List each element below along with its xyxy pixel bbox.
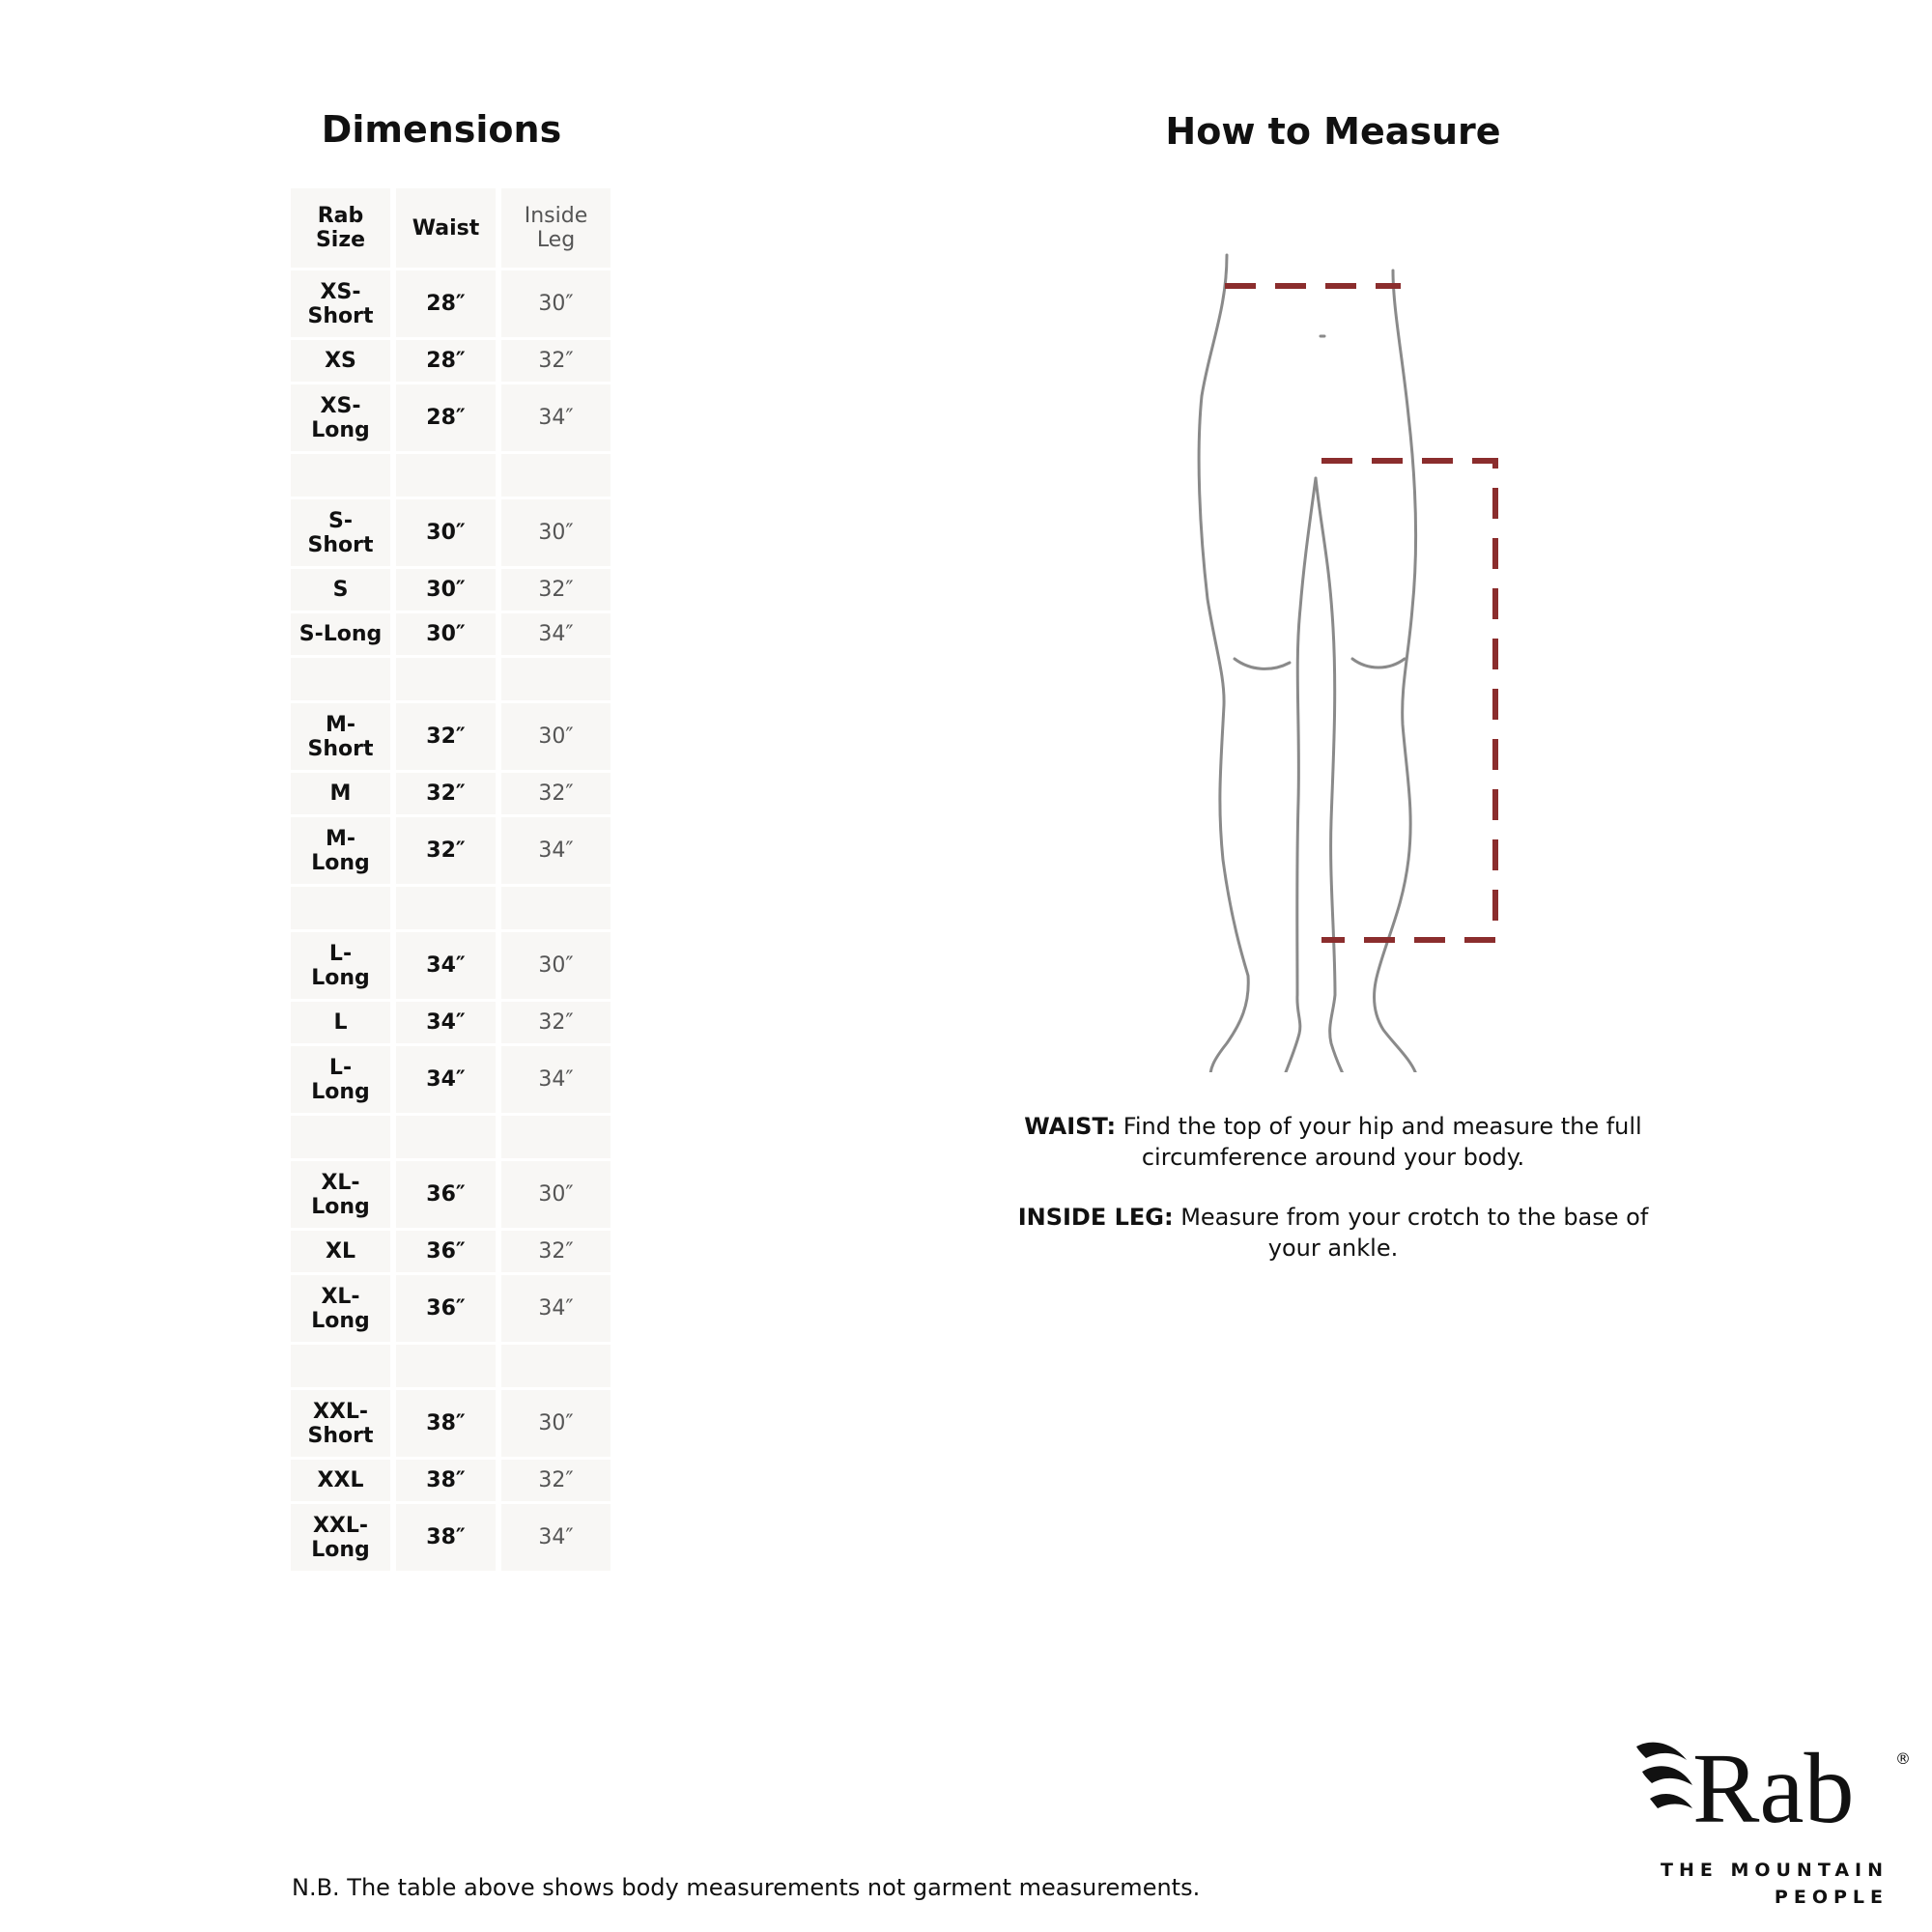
spacer-cell [396,1116,496,1158]
table-row [291,499,611,566]
spacer-cell [396,1345,496,1387]
waist-cell: 38″ [396,1504,496,1571]
dimensions-table [285,185,616,1574]
brand-tagline: THE MOUNTAIN PEOPLE [1660,1860,1889,1908]
table-row [291,932,611,999]
header-inside-leg: Inside Leg [501,188,611,268]
how-to-measure-title: How to Measure [1165,110,1501,153]
leg-cell: 32″ [501,1002,611,1043]
table-row [291,1390,611,1457]
table-spacer-row [291,887,611,929]
leg-cell: 30″ [501,703,611,770]
size-cell: XL- Long [291,1275,390,1342]
waist-cell: 28″ [396,340,496,382]
waist-cell: 30″ [396,569,496,611]
waist-cell: 36″ [396,1231,496,1272]
table-header-row [291,188,611,268]
spacer-cell [396,454,496,497]
table-row [291,613,611,655]
inside-leg-label: INSIDE LEG: [1017,1204,1174,1231]
leg-cell: 32″ [501,773,611,814]
spacer-cell [501,1116,611,1158]
rab-swoosh-icon [1636,1743,1692,1808]
table-row [291,773,611,814]
waist-cell: 34″ [396,1002,496,1043]
leg-cell: 34″ [501,1046,611,1113]
table-spacer-row [291,658,611,700]
registered-mark: ® [1895,1749,1911,1768]
size-cell: S [291,569,390,611]
spacer-cell [501,658,611,700]
size-cell: XXL- Short [291,1390,390,1457]
header-rab-size: Rab Size [291,188,390,268]
waist-text: Find the top of your hip and measure the full circumference around your body. [1116,1113,1642,1171]
waist-cell: 28″ [396,384,496,451]
right-inner-leg-outline [1316,478,1416,1072]
inside-leg-text: Measure from your crotch to the base of your ankle. [1173,1204,1649,1262]
spacer-cell [291,658,390,700]
size-cell: M- Long [291,817,390,884]
leg-cell: 34″ [501,384,611,451]
table-spacer-row [291,454,611,497]
left-knee-line [1235,659,1290,668]
leg-cell: 30″ [501,1390,611,1457]
table-row [291,1504,611,1571]
leg-cell: 30″ [501,499,611,566]
waist-cell: 34″ [396,1046,496,1113]
size-cell: S- Short [291,499,390,566]
waist-cell: 38″ [396,1390,496,1457]
leg-cell: 32″ [501,1460,611,1501]
waist-instruction [995,1111,1671,1173]
dimensions-title: Dimensions [321,108,562,151]
size-cell: XS- Short [291,270,390,337]
spacer-cell [291,887,390,929]
leg-cell: 32″ [501,340,611,382]
spacer-cell [501,1345,611,1387]
size-cell: M- Short [291,703,390,770]
footnote: N.B. The table above shows body measurements not garment measurements. [292,1874,1201,1901]
leg-cell: 34″ [501,817,611,884]
size-cell: XL [291,1231,390,1272]
size-cell: XL- Long [291,1161,390,1228]
waist-cell: 30″ [396,613,496,655]
waist-cell: 38″ [396,1460,496,1501]
table-row [291,1161,611,1228]
leg-cell: 32″ [501,1231,611,1272]
right-knee-line [1352,659,1405,668]
waist-cell: 32″ [396,817,496,884]
size-cell: L [291,1002,390,1043]
spacer-cell [396,658,496,700]
leg-cell: 30″ [501,932,611,999]
size-cell: S-Long [291,613,390,655]
legs-diagram [1188,242,1536,1072]
table-row [291,1460,611,1501]
size-cell: L- Long [291,1046,390,1113]
waist-cell: 32″ [396,773,496,814]
size-cell: XS [291,340,390,382]
table-row [291,1275,611,1342]
table-row [291,270,611,337]
header-waist: Waist [396,188,496,268]
table-row [291,1231,611,1272]
spacer-cell [396,887,496,929]
table-row [291,817,611,884]
table-row [291,703,611,770]
table-row [291,1002,611,1043]
waist-cell: 34″ [396,932,496,999]
dimensions-table-body [291,270,611,1571]
rab-logo [1633,1739,1913,1855]
waist-cell: 28″ [396,270,496,337]
waist-cell: 30″ [396,499,496,566]
spacer-cell [291,1116,390,1158]
left-foot-outline [1211,478,1316,1072]
rab-wordmark: Rab [1692,1739,1855,1844]
table-spacer-row [291,1345,611,1387]
size-cell: M [291,773,390,814]
table-row [291,1046,611,1113]
leg-cell: 34″ [501,1275,611,1342]
leg-cell: 32″ [501,569,611,611]
waist-cell: 32″ [396,703,496,770]
size-cell: XS- Long [291,384,390,451]
spacer-cell [291,454,390,497]
leg-cell: 30″ [501,1161,611,1228]
spacer-cell [501,454,611,497]
size-cell: XXL [291,1460,390,1501]
size-cell: L- Long [291,932,390,999]
leg-cell: 34″ [501,1504,611,1571]
table-spacer-row [291,1116,611,1158]
waist-cell: 36″ [396,1161,496,1228]
spacer-cell [291,1345,390,1387]
table-row [291,569,611,611]
table-row [291,384,611,451]
leg-cell: 34″ [501,613,611,655]
size-cell: XXL- Long [291,1504,390,1571]
waist-cell: 36″ [396,1275,496,1342]
inside-leg-instruction [995,1202,1671,1264]
spacer-cell [501,887,611,929]
waist-label: WAIST: [1024,1113,1117,1140]
table-row [291,340,611,382]
leg-cell: 30″ [501,270,611,337]
right-outer-leg-outline [1375,270,1416,1072]
